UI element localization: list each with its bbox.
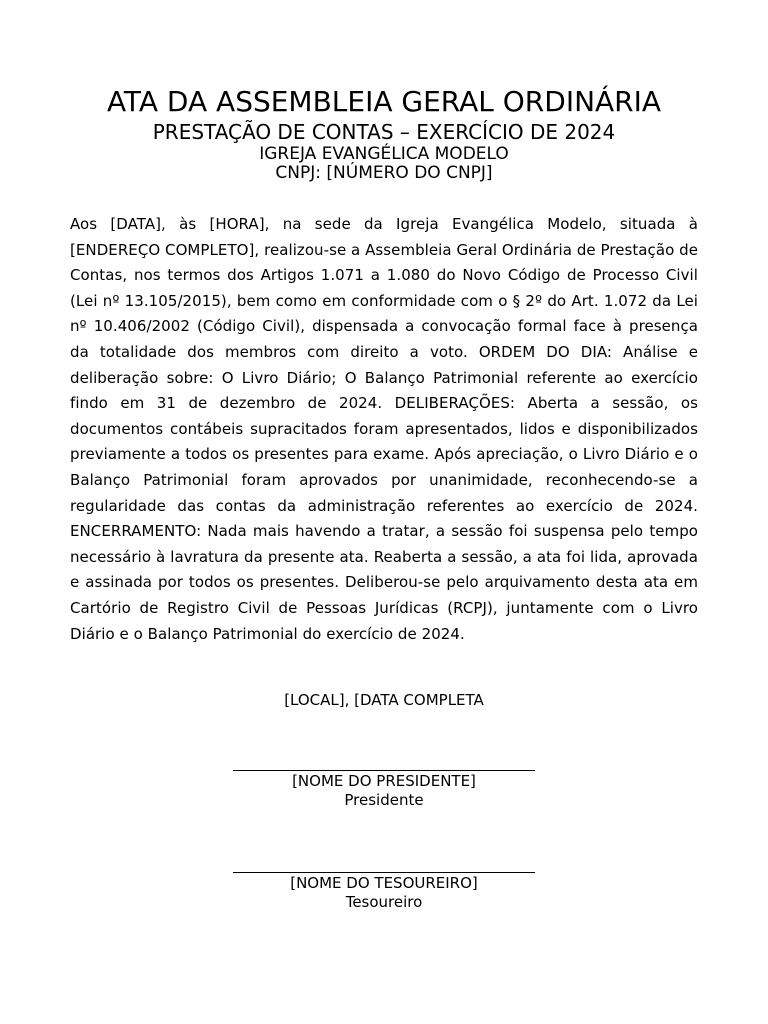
document-subtitle: PRESTAÇÃO DE CONTAS – EXERCÍCIO DE 2024 bbox=[152, 120, 616, 144]
cnpj-line: CNPJ: [NÚMERO DO CNPJ] bbox=[275, 163, 493, 183]
document-title: ATA DA ASSEMBLEIA GERAL ORDINÁRIA bbox=[106, 85, 662, 118]
signature-block-president bbox=[233, 770, 535, 810]
place-and-date: [LOCAL], [DATA COMPLETA bbox=[284, 691, 484, 709]
signature-line bbox=[233, 872, 535, 873]
minutes-body-part-3: Reaberta a sessão, a ata foi lida, aprovada e assinada por todos os presentes. Deliberou-se pelo arquivamento desta ata em Cartório de Registro Civil de Pessoas Jurídicas (RCPJ), juntamente com o Livro Diário e o Balanço Patrimonial do exercício de 2024. bbox=[70, 547, 698, 643]
signatory-name: [NOME DO PRESIDENTE] bbox=[292, 772, 476, 790]
signatory-name: [NOME DO TESOUREIRO] bbox=[290, 874, 478, 892]
signature-block-treasurer bbox=[233, 872, 535, 912]
signature-line bbox=[233, 770, 535, 771]
organization-name: IGREJA EVANGÉLICA MODELO bbox=[259, 144, 509, 164]
minutes-body-part-2: Após apreciação, o Livro Diário e o Balanço Patrimonial foram aprovados por unanimidade, reconhecendo-se a regularidade das contas da administração referentes ao exercício de 2024. ENCERRAMENTO: Nada mais havendo a tratar, a sessão foi suspensa pelo tempo necessário à lavratura da presente ata. bbox=[70, 445, 698, 566]
signatory-role: Tesoureiro bbox=[345, 893, 423, 911]
signatory-role: Presidente bbox=[344, 791, 424, 809]
minutes-body-part-1: Aos [DATA], às [HORA], na sede da Igreja Evangélica Modelo, situada à [ENDEREÇO COMPLETO], realizou-se a Assembleia Geral Ordinária de Prestação de Contas, nos termos dos Artigos 1.071 a 1.080 do Novo Código de Processo Civil (Lei nº 13.105/2015), bem como em conformidade com o § 2º do Art. 1.072 da Lei nº 10.406/2002 (Código Civil), dispensada a convocação formal face à presença da totalidade dos membros com direito a voto. ORDEM DO DIA: Análise e deliberação sobre: O Livro Diário; O Balanço Patrimonial referente ao exercício findo em 31 de dezembro de 2024. DELIBERAÇÕES: Aberta a sessão, os documentos contábeis supracitados foram apresentados, lidos e disponibilizados previamente a todos os presentes para exame. bbox=[70, 215, 698, 464]
minutes-body-paragraph bbox=[70, 212, 698, 647]
